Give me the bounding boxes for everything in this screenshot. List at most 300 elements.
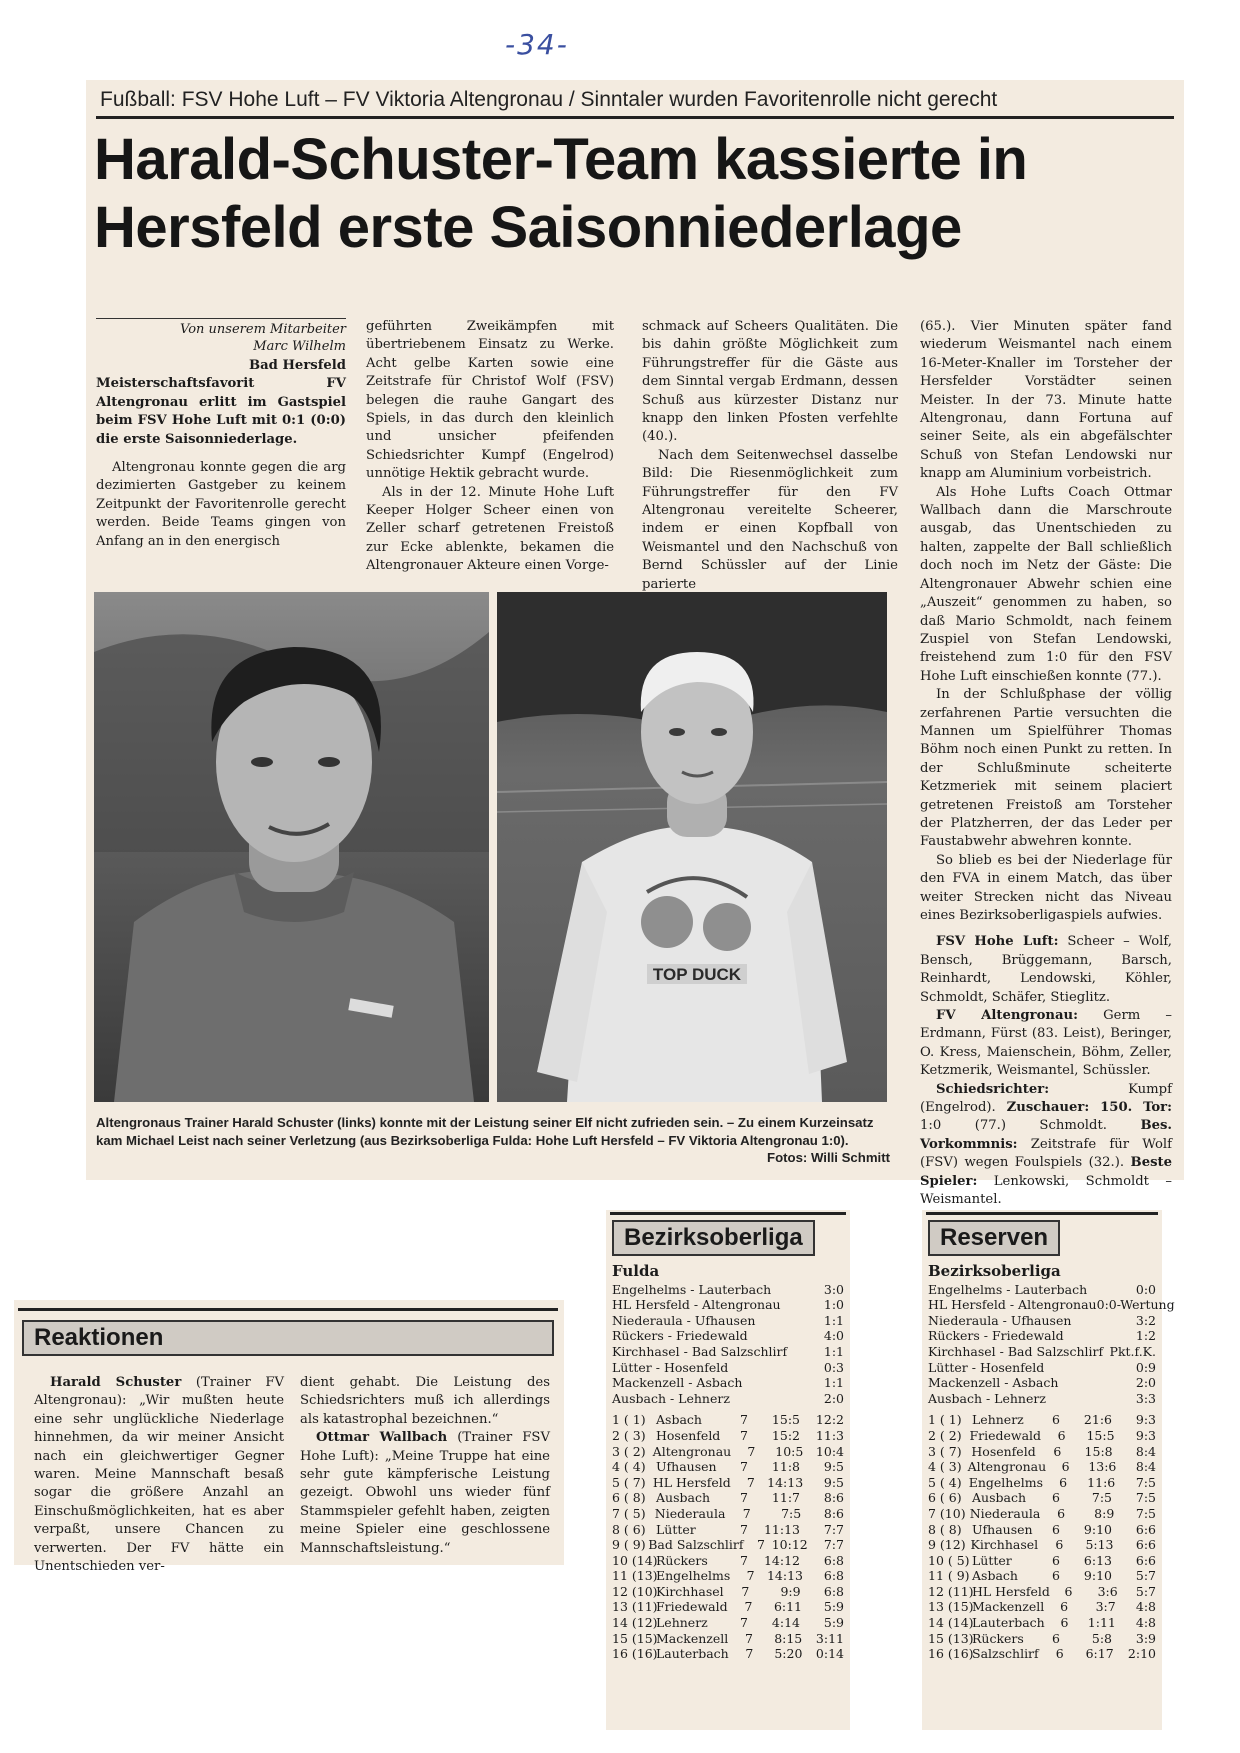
standings-points: 5:9 <box>823 1615 844 1631</box>
result-row <box>928 1328 1156 1344</box>
best-players: Lenkowski, Schmoldt – Weismantel. <box>920 1173 1172 1208</box>
standings-row <box>928 1506 1156 1522</box>
standings-team: Engelhelms <box>968 1474 1044 1490</box>
standings-row <box>612 1506 844 1522</box>
standings-rank: 16 (16) <box>928 1646 974 1662</box>
standings-row <box>612 1428 844 1444</box>
reaction-wallbach-text: (Trainer FSV Hohe Luft): „Meine Truppe hat eine sehr gute kämpferische Leistung gezeigt. Obwohl uns wieder fünf Stammspieler gefehlt haben, zeigten meine Spieler eine geschlossene Mannschaftsleistung.“ <box>300 1430 550 1556</box>
standings-goals: 10:12 <box>771 1537 808 1553</box>
goals: 1:0 (77.) Schmoldt. <box>920 1118 1107 1134</box>
standings-rank: 14 (14) <box>928 1615 974 1631</box>
standings-points: 5:7 <box>1135 1568 1156 1584</box>
bezirksoberliga-group: Fulda <box>612 1262 660 1280</box>
standings-points: 7:5 <box>1135 1505 1156 1521</box>
standings-games: 6 <box>1061 1459 1070 1475</box>
standings-rank: 10 (14) <box>612 1552 658 1568</box>
standings-rank: 4 ( 4) <box>612 1459 646 1475</box>
result-score: 1:1 <box>823 1312 844 1328</box>
standings-rank: 5 ( 4) <box>928 1474 962 1490</box>
crowd-label: Zuschauer: <box>1006 1100 1090 1116</box>
standings-games: 7 <box>745 1646 754 1662</box>
result-match: Engelhelms - Lauterbach <box>928 1281 1088 1297</box>
standings-games: 6 <box>1052 1412 1060 1428</box>
events: Zeitstrafe für Wolf (FSV) wegen Foulspiels (32.). <box>920 1136 1172 1171</box>
standings-goals: 6:17 <box>1085 1646 1114 1662</box>
result-match: Niederaula - Ufhausen <box>612 1312 756 1328</box>
standings-rank: 15 (13) <box>928 1630 974 1646</box>
standings-row <box>612 1459 844 1475</box>
result-score: 3:3 <box>1135 1390 1156 1406</box>
standings-goals: 21:6 <box>1083 1412 1112 1428</box>
result-row <box>928 1360 1156 1376</box>
standings-games: 7 <box>742 1505 751 1521</box>
reserven-rule <box>926 1212 1158 1215</box>
standings-points: 5:9 <box>823 1599 844 1615</box>
standings-team: Bad Salzschlirf <box>648 1537 744 1553</box>
result-row <box>612 1344 844 1360</box>
standings-team: Hosenfeld <box>971 1443 1036 1459</box>
standings-goals: 6:11 <box>773 1599 803 1615</box>
standings-points: 7:5 <box>1135 1474 1156 1490</box>
standings-goals: 7:5 <box>781 1505 802 1521</box>
standings-points: 6:8 <box>823 1552 844 1568</box>
standings-team: Lütter <box>656 1521 696 1537</box>
standings-rank: 7 ( 5) <box>612 1505 646 1521</box>
byline <box>96 318 346 355</box>
standings-row <box>928 1459 1156 1475</box>
standings-points: 8:6 <box>823 1490 844 1506</box>
standings-points: 6:6 <box>1135 1521 1156 1537</box>
standings-games: 7 <box>740 1490 748 1506</box>
standings-row <box>612 1646 844 1662</box>
article-paragraph: (65.). Vier Minuten später fand wiederum Weismantel nach einem 16-Meter-Knaller im Torsteher der Hersfelder Vorstädter seinen Meister. In der 73. Minute hatte Altengronau, dann Fortuna auf seiner Seite, als ein abgefälschter Schuß von Stefan Lendowski nur knapp am Aluminium vorbeistrich. <box>920 319 1172 482</box>
crowd: 150. <box>1100 1100 1133 1116</box>
standings-row <box>612 1537 844 1553</box>
headline-line-1: Harald-Schuster-Team kassierte in <box>94 127 1028 192</box>
reaktionen-column-1 <box>34 1374 284 1576</box>
standings-goals: 8:15 <box>774 1630 803 1646</box>
result-match: Niederaula - Ufhausen <box>928 1312 1072 1328</box>
standings-row <box>928 1615 1156 1631</box>
standings-row <box>928 1428 1156 1444</box>
result-row <box>928 1282 1156 1298</box>
standings-games: 7 <box>744 1630 753 1646</box>
standings-rank: 9 ( 9) <box>612 1537 646 1553</box>
standings-goals: 8:9 <box>1094 1505 1115 1521</box>
standings-row <box>928 1412 1156 1428</box>
standings-goals: 5:13 <box>1085 1537 1114 1553</box>
result-row <box>928 1313 1156 1329</box>
result-match: Ausbach - Lehnerz <box>928 1390 1046 1406</box>
standings-row <box>928 1568 1156 1584</box>
standings-points: 7:7 <box>823 1537 844 1553</box>
lineup-away-players: Germ – Erdmann, Fürst (83. Leist), Beringer, O. Kress, Maienschein, Böhm, Zeller, Ketzmerik, Weismantel, Schüssler. <box>920 1008 1172 1079</box>
reaction-schuster <box>34 1374 284 1576</box>
result-score: 1:1 <box>823 1343 844 1359</box>
goals-label: Tor: <box>1143 1100 1172 1116</box>
standings-goals: 15:5 <box>771 1412 800 1428</box>
standings-games: 6 <box>1053 1443 1062 1459</box>
result-score: 3:2 <box>1135 1312 1156 1328</box>
standings-row <box>612 1475 844 1491</box>
standings-games: 6 <box>1057 1427 1066 1443</box>
standings-goals: 11:7 <box>771 1490 800 1506</box>
result-score: 1:2 <box>1135 1328 1156 1344</box>
standings-team: Ufhausen <box>972 1521 1033 1537</box>
standings-goals: 3:6 <box>1097 1583 1118 1599</box>
standings-goals: 3:7 <box>1095 1599 1116 1615</box>
standings-points: 8:4 <box>1135 1443 1157 1459</box>
bezirksoberliga-table <box>612 1260 844 1662</box>
standings-games: 6 <box>1060 1599 1069 1615</box>
standings-team: Altengronau <box>967 1459 1047 1475</box>
result-match: Mackenzell - Asbach <box>612 1375 743 1391</box>
article-column-2 <box>366 318 614 576</box>
lineup-home <box>920 933 1172 1007</box>
standings-rank: 1 ( 1) <box>928 1412 962 1428</box>
standings-rank: 13 (15) <box>928 1599 974 1615</box>
standings-team: Rückers <box>972 1630 1024 1646</box>
standings-games: 6 <box>1057 1505 1066 1521</box>
shirt-text: TOP DUCK <box>652 965 742 984</box>
standings-goals: 11:13 <box>763 1521 800 1537</box>
standings-points: 5:7 <box>1135 1583 1156 1599</box>
standings-rank: 11 (13) <box>612 1568 658 1584</box>
standings-row <box>612 1584 844 1600</box>
standings-points: 6:6 <box>1135 1537 1157 1553</box>
standings-points: 0:14 <box>815 1646 844 1662</box>
standings-rank: 7 (10) <box>928 1505 966 1521</box>
standings-team: Lütter <box>972 1552 1012 1568</box>
standings-goals: 9:10 <box>1083 1521 1112 1537</box>
standings-games: 7 <box>740 1459 748 1475</box>
standings-rank: 3 ( 2) <box>612 1443 646 1459</box>
reaktionen-title: Reaktionen <box>22 1320 554 1356</box>
standings-row <box>928 1599 1156 1615</box>
standings-goals: 5:20 <box>774 1646 803 1662</box>
standings-rank: 6 ( 8) <box>612 1490 646 1506</box>
photo-player-image <box>497 592 887 1102</box>
standings-points: 11:3 <box>815 1427 844 1443</box>
standings-games: 7 <box>756 1537 765 1553</box>
standings-points: 12:2 <box>815 1412 844 1428</box>
standings-games: 6 <box>1060 1615 1069 1631</box>
reaction-schuster-text: (Trainer FV Altengronau): „Wir mußten heute eine sehr unglückliche Niederlage hinnehmen, da wir meiner Ansicht nach ein gleichwertiger Gegner waren. Meine Mannschaft besaß sogar die größere Anzahl an Einschußmöglichkeiten, hat es aber verpaßt, unsere Chancen zu verwerten. Der FV hätte ein Unentschieden ver- <box>34 1375 285 1575</box>
standings-goals: 1:11 <box>1087 1615 1116 1631</box>
result-row <box>928 1375 1156 1391</box>
result-match: Kirchhasel - Bad Salzschlirf <box>612 1343 788 1359</box>
result-row <box>612 1282 844 1298</box>
standings-goals: 14:12 <box>763 1552 800 1568</box>
standings-row <box>928 1537 1156 1553</box>
article-paragraph: Altengronau konnte gegen die arg dezimierten Gastgeber zu keinem Zeitpunkt der Favoritenrolle gerecht werden. Beide Teams gingen von Anfang an in den energisch <box>96 460 346 549</box>
result-score: 2:0 <box>823 1390 844 1406</box>
standings-team: Asbach <box>656 1412 702 1428</box>
lineup-away-label: FV Altengronau: <box>936 1008 1078 1024</box>
article-paragraph: So blieb es bei der Niederlage für den FVA in einem Match, das über weiter Strecken nicht das Niveau eines Bezirksoberligaspiels aufwies. <box>920 852 1172 923</box>
result-row <box>612 1391 844 1407</box>
standings-points: 9:3 <box>1135 1412 1156 1428</box>
standings-team: Friedewald <box>969 1427 1042 1443</box>
standings-games: 7 <box>744 1599 753 1615</box>
standings-goals: 11:6 <box>1087 1474 1116 1490</box>
article-paragraph: schmack auf Scheers Qualitäten. Die bis dahin größte Möglichkeit zum Führungstreffer für die Gäste aus dem Sinntal vergab Erdmann, dessen Schuß aus kürzester Distanz nur knapp den linken Pfosten verfehlte (40.). <box>642 319 898 445</box>
standings-team: Rückers <box>656 1552 708 1568</box>
standings-rank: 1 ( 1) <box>612 1412 646 1428</box>
standings-goals: 14:13 <box>767 1474 804 1490</box>
standings-row <box>928 1646 1156 1662</box>
photo-caption <box>96 1114 890 1167</box>
standings-games: 7 <box>746 1474 755 1490</box>
result-match: Mackenzell - Asbach <box>928 1375 1059 1391</box>
result-match: Lütter - Hosenfeld <box>928 1359 1045 1375</box>
standings-goals: 13:6 <box>1088 1459 1117 1475</box>
standings-games: 6 <box>1059 1474 1068 1490</box>
standings-rank: 12 (10) <box>612 1583 658 1599</box>
standings-team: Mackenzell <box>656 1630 729 1646</box>
result-match: Lütter - Hosenfeld <box>612 1359 729 1375</box>
standings-team: Kirchhasel <box>656 1583 724 1599</box>
standings-row <box>612 1553 844 1569</box>
lineup-home-label: FSV Hohe Luft: <box>936 934 1059 950</box>
standings-team: Ufhausen <box>656 1459 717 1475</box>
photo-coach-image <box>94 592 489 1102</box>
standings-games: 7 <box>740 1615 748 1631</box>
standings-team: Hosenfeld <box>656 1427 721 1443</box>
result-score: 0:0-Wertung <box>1096 1297 1175 1313</box>
result-score: 4:0 <box>823 1328 844 1344</box>
reaction-wallbach <box>300 1429 550 1558</box>
standings-row <box>612 1490 844 1506</box>
bezirksoberliga-box <box>606 1210 850 1730</box>
standings-team: Engelhelms <box>656 1568 731 1584</box>
article-paragraph: Nach dem Seitenwechsel dasselbe Bild: Die Riesenmöglichkeit zum Führungstreffer für den FV Altengronau vereitelte Scheerer, indem er einen Kopfball von Weismantel und den Nachschuß von Bernd Schüssler auf der Linie parierte <box>642 447 898 592</box>
bezirksoberliga-standings <box>612 1412 844 1662</box>
standings-games: 6 <box>1052 1490 1060 1506</box>
standings-team: Lauterbach <box>656 1646 729 1662</box>
standings-team: Salzschlirf <box>972 1646 1039 1662</box>
standings-goals: 15:8 <box>1084 1443 1113 1459</box>
kicker-rule <box>96 116 1174 119</box>
result-row <box>612 1328 844 1344</box>
standings-points: 9:5 <box>823 1474 844 1490</box>
result-match: Ausbach - Lehnerz <box>612 1390 730 1406</box>
result-match: HL Hersfeld - Altengronau <box>612 1297 781 1313</box>
standings-rank: 10 ( 5) <box>928 1552 970 1568</box>
headline-line-2: Hersfeld erste Saisonniederlage <box>94 195 962 260</box>
standings-points: 6:8 <box>823 1568 844 1584</box>
standings-points: 9:3 <box>1135 1427 1156 1443</box>
bezirksoberliga-title: Bezirksoberliga <box>612 1220 815 1256</box>
article-lead: Meisterschaftsfavorit FV Altengronau erlitt im Gastspiel beim FSV Hohe Luft mit 0:1 (0:0) die erste Saisonniederlage. <box>96 376 346 447</box>
bezirksoberliga-rule <box>610 1212 846 1215</box>
article-kicker: Fußball: FSV Hohe Luft – FV Viktoria Altengronau / Sinntaler wurden Favoritenrolle nicht gerecht <box>100 88 998 111</box>
standings-games: 7 <box>740 1427 748 1443</box>
article-headline <box>94 126 1174 262</box>
standings-rank: 5 ( 7) <box>612 1474 646 1490</box>
standings-points: 4:8 <box>1135 1599 1156 1615</box>
standings-points: 10:4 <box>815 1443 844 1459</box>
standings-points: 7:5 <box>1135 1490 1156 1506</box>
lineup-away <box>920 1007 1172 1081</box>
standings-rank: 16 (16) <box>612 1646 658 1662</box>
page-number: -34- <box>505 28 569 61</box>
standings-goals: 11:8 <box>771 1459 800 1475</box>
best-players-label: Beste Spieler: <box>920 1155 1172 1189</box>
result-row <box>612 1375 844 1391</box>
standings-points: 4:8 <box>1135 1615 1157 1631</box>
standings-row <box>928 1631 1156 1647</box>
standings-games: 7 <box>747 1443 756 1459</box>
standings-row <box>928 1584 1156 1600</box>
standings-team: HL Hersfeld <box>972 1583 1050 1599</box>
standings-team: Kirchhasel <box>970 1537 1039 1553</box>
result-score: 0:3 <box>823 1359 844 1375</box>
standings-team: Niederaula <box>654 1505 726 1521</box>
standings-points: 6:8 <box>823 1583 844 1599</box>
standings-row <box>612 1444 844 1460</box>
result-match: Rückers - Friedewald <box>612 1328 748 1344</box>
standings-row <box>612 1615 844 1631</box>
standings-row <box>612 1568 844 1584</box>
standings-games: 6 <box>1055 1646 1064 1662</box>
reaction-schuster-cont: dient gehabt. Die Leistung des Schiedsrichters muß ich allerdings als katastrophal bezeichnen.“ <box>300 1375 550 1427</box>
standings-team: Lauterbach <box>972 1615 1045 1631</box>
reserven-group: Bezirksoberliga <box>928 1262 1061 1280</box>
article-column-4 <box>920 318 1172 1210</box>
reaction-schuster-name: Harald Schuster <box>50 1375 182 1390</box>
standings-rank: 13 (11) <box>612 1599 658 1615</box>
standings-points: 8:4 <box>1135 1459 1156 1475</box>
result-score: 2:0 <box>1135 1375 1156 1391</box>
result-row <box>612 1360 844 1376</box>
byline-author: Marc Wilhelm <box>253 339 346 354</box>
photo-credit: Fotos: Willi Schmitt <box>767 1150 890 1165</box>
standings-games: 6 <box>1055 1537 1064 1553</box>
reserven-results <box>928 1281 1175 1407</box>
result-row <box>612 1313 844 1329</box>
standings-rank: 8 ( 6) <box>612 1521 646 1537</box>
standings-row <box>928 1522 1156 1538</box>
standings-team: HL Hersfeld <box>652 1474 731 1490</box>
standings-team: Ausbach <box>656 1490 710 1506</box>
result-score: 3:0 <box>823 1281 844 1297</box>
standings-rank: 2 ( 2) <box>928 1427 962 1443</box>
standings-games: 6 <box>1052 1630 1060 1646</box>
referee: Kumpf (Engelrod). <box>920 1081 1172 1116</box>
photo-coach <box>94 592 489 1102</box>
result-match: Kirchhasel - Bad Salzschlirf <box>928 1343 1104 1359</box>
standings-row <box>928 1444 1156 1460</box>
standings-games: 7 <box>740 1521 748 1537</box>
reserven-standings <box>928 1412 1156 1662</box>
result-match: HL Hersfeld - Altengronau <box>928 1297 1097 1313</box>
standings-points: 2:10 <box>1127 1646 1156 1662</box>
standings-games: 6 <box>1052 1552 1060 1568</box>
reaktionen-column-2 <box>300 1374 550 1558</box>
standings-row <box>612 1599 844 1615</box>
reaction-wallbach-name: Ottmar Wallbach <box>316 1430 448 1446</box>
standings-games: 6 <box>1052 1521 1060 1537</box>
standings-rank: 2 ( 3) <box>612 1427 646 1443</box>
reaktionen-rule <box>18 1308 558 1311</box>
standings-goals: 4:14 <box>771 1615 800 1631</box>
standings-team: Niederaula <box>969 1505 1041 1521</box>
result-score: 1:0 <box>823 1297 844 1313</box>
standings-rank: 3 ( 7) <box>928 1443 962 1459</box>
result-row <box>928 1391 1156 1407</box>
referee-label: Schiedsrichter: <box>936 1081 1050 1097</box>
standings-row <box>612 1631 844 1647</box>
standings-row <box>928 1553 1156 1569</box>
standings-rank: 14 (12) <box>612 1615 658 1631</box>
standings-team: Asbach <box>972 1568 1018 1584</box>
article-paragraph: In der Schlußphase der völlig zerfahrenen Partie versuchten die Mannen um Spielführer Thomas Böhm noch einen Punkt zu retten. In der Schlußminute scheiterte Ketzmeriek mit seinem placiert getretenen Freistoß am Torsteher der Platzherren, der das Leder per Faustabwehr abwehren konnte. <box>920 687 1172 850</box>
reaktionen-box <box>14 1300 564 1575</box>
result-score: 0:9 <box>1135 1359 1156 1375</box>
article-column-3 <box>642 318 898 594</box>
standings-team: Lehnerz <box>656 1615 708 1631</box>
standings-team: Altengronau <box>652 1443 732 1459</box>
result-score: 1:1 <box>823 1375 844 1391</box>
events-label: Bes. Vorkommnis: <box>920 1118 1172 1152</box>
standings-rank: 15 (15) <box>612 1630 658 1646</box>
reserven-title: Reserven <box>928 1220 1060 1256</box>
standings-points: 9:5 <box>823 1459 844 1475</box>
standings-row <box>928 1490 1156 1506</box>
photo-player <box>497 592 887 1102</box>
result-row <box>928 1297 1175 1313</box>
article-paragraph: geführten Zweikämpfen mit übertriebenem Einsatz zu Werke. Acht gelbe Karten sowie eine Zeitstrafe für Christof Wolf (FSV) belegen die rauhe Gangart des Spiels, in das durch den kleinlich und unsicher pfeifenden Schiedsrichter Kumpf (Engelrod) unnötige Hektik gebracht wurde. <box>366 319 614 482</box>
article-paragraph: Als Hohe Lufts Coach Ottmar Wallbach dann die Marschroute ausgab, das Unentschieden zu halten, zappelte der Ball schließlich doch noch im Netz der Gäste: Die Altengronauer Abwehr schien eine „Auszeit“ genommen zu haben, so daß Mario Schmoldt, nach feinem Zuspiel von Stefan Lendowski, freistehend zum 1:0 für den FSV Hohe Luft einschießen konnte (77.). <box>920 484 1172 684</box>
standings-rank: 12 (11) <box>928 1583 974 1599</box>
standings-goals: 10:5 <box>775 1443 804 1459</box>
dateline: Bad Hersfeld <box>248 358 346 373</box>
standings-team: Friedewald <box>656 1599 728 1615</box>
standings-rank: 11 ( 9) <box>928 1568 970 1584</box>
standings-points: 8:6 <box>823 1505 844 1521</box>
standings-games: 6 <box>1064 1583 1073 1599</box>
result-row <box>612 1297 844 1313</box>
standings-goals: 15:2 <box>771 1427 800 1443</box>
lineup-home-players: Scheer – Wolf, Bensch, Brüggemann, Barsch, Reinhardt, Lendowski, Köhler, Schmoldt, Schäfer, Stieglitz. <box>920 934 1172 1005</box>
standings-row <box>612 1522 844 1538</box>
standings-team: Lehnerz <box>972 1412 1024 1428</box>
standings-goals: 9:9 <box>780 1583 801 1599</box>
match-facts <box>920 1081 1172 1210</box>
standings-rank: 4 ( 3) <box>928 1459 962 1475</box>
standings-row <box>928 1475 1156 1491</box>
standings-points: 7:7 <box>823 1521 844 1537</box>
standings-row <box>612 1412 844 1428</box>
standings-team: Mackenzell <box>972 1599 1045 1615</box>
standings-rank: 6 ( 6) <box>928 1490 962 1506</box>
standings-games: 7 <box>740 1552 748 1568</box>
byline-intro: Von unserem Mitarbeiter <box>180 322 346 337</box>
standings-points: 3:9 <box>1135 1630 1156 1646</box>
standings-goals: 5:8 <box>1091 1630 1112 1646</box>
standings-rank: 8 ( 8) <box>928 1521 962 1537</box>
standings-games: 7 <box>746 1568 755 1584</box>
standings-team: Ausbach <box>972 1490 1026 1506</box>
standings-games: 7 <box>740 1412 748 1428</box>
reserven-box <box>922 1210 1175 1730</box>
article-column-1 <box>96 318 346 551</box>
reserven-table <box>928 1260 1175 1662</box>
standings-goals: 15:5 <box>1086 1427 1115 1443</box>
standings-points: 6:6 <box>1135 1552 1156 1568</box>
standings-goals: 9:10 <box>1083 1568 1112 1584</box>
